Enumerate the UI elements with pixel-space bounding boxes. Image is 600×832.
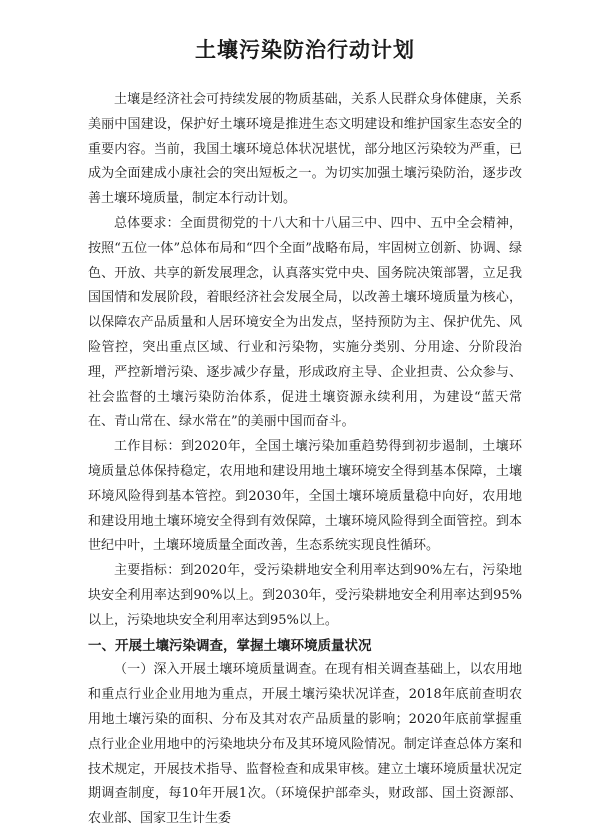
paragraph-general-requirements: 总体要求：全面贯彻党的十八大和十八届三中、四中、五中全会精神，按照“五位一体”总体布局和“四个全面”战略布局，牢固树立创新、协调、绿色、开放、共享的新发展理念，认真落实党中央、国务院决策部署，立足我国国情和发展阶段，着眼经济社会发展全局，以改善土壤环境质量为核心，以保障农产品质量和人居环境安全为出发点，坚持预防为主、保护优先、风险管控，突出重点区域、行业和污染物，实施分类别、分用途、分阶段治理，严控新增污染、逐步减少存量，形成政府主导、企业担责、公众参与、社会监督的土壤污染防治体系，促进土壤资源永续利用，为建设“蓝天常在、青山常在、绿水常在”的美丽中国而奋斗。	[88, 215, 522, 430]
paragraph-intro: 土壤是经济社会可持续发展的物质基础，关系人民群众身体健康，关系美丽中国建设，保护好土壤环境是推进生态文明建设和维护国家生态安全的重要内容。当前，我国土壤环境总体状况堪忧，部分地区污染较为严重，已成为全面建成小康社会的突出短板之一。为切实加强土壤污染防治，逐步改善土壤环境质量，制定本行动计划。	[88, 92, 522, 207]
document-title: 土壤污染防治行动计划	[195, 38, 415, 62]
paragraph-work-goals: 工作目标：到2020年，全国土壤污染加重趋势得到初步遏制，土壤环境质量总体保持稳定，农用地和建设用地土壤环境安全得到基本保障，土壤环境风险得到基本管控。到2030年，全国土壤环境质量稳中向好，农用地和建设用地土壤环境安全得到有效保障，土壤环境风险得到全面管控。到本世纪中叶，土壤环境质量全面改善，生态系统实现良性循环。	[88, 439, 522, 554]
section-heading: 一、开展土壤污染调查，掌握土壤环境质量状况	[88, 637, 372, 654]
paragraph-section-one-item-one: （一）深入开展土壤环境质量调查。在现有相关调查基础上，以农用地和重点行业企业用地为重点，开展土壤污染状况详查，2018年底前查明农用地土壤污染的面积、分布及其对农产品质量的影响；2020年底前掌握重点行业企业用地中的污染地块分布及其环境风险情况。制定详查总体方案和技术规定，开展技术指导、监督检查和成果审核。建立土壤环境质量状况定期调查制度，每10年开展1次。（环境保护部牵头，财政部、国土资源部、农业部、国家卫生计生委	[88, 662, 522, 827]
paragraph-main-indicators: 主要指标：到2020年，受污染耕地安全利用率达到90%左右，污染地块安全利用率达到90%以上。到2030年，受污染耕地安全利用率达到95%以上，污染地块安全利用率达到95%以上。	[88, 563, 522, 628]
